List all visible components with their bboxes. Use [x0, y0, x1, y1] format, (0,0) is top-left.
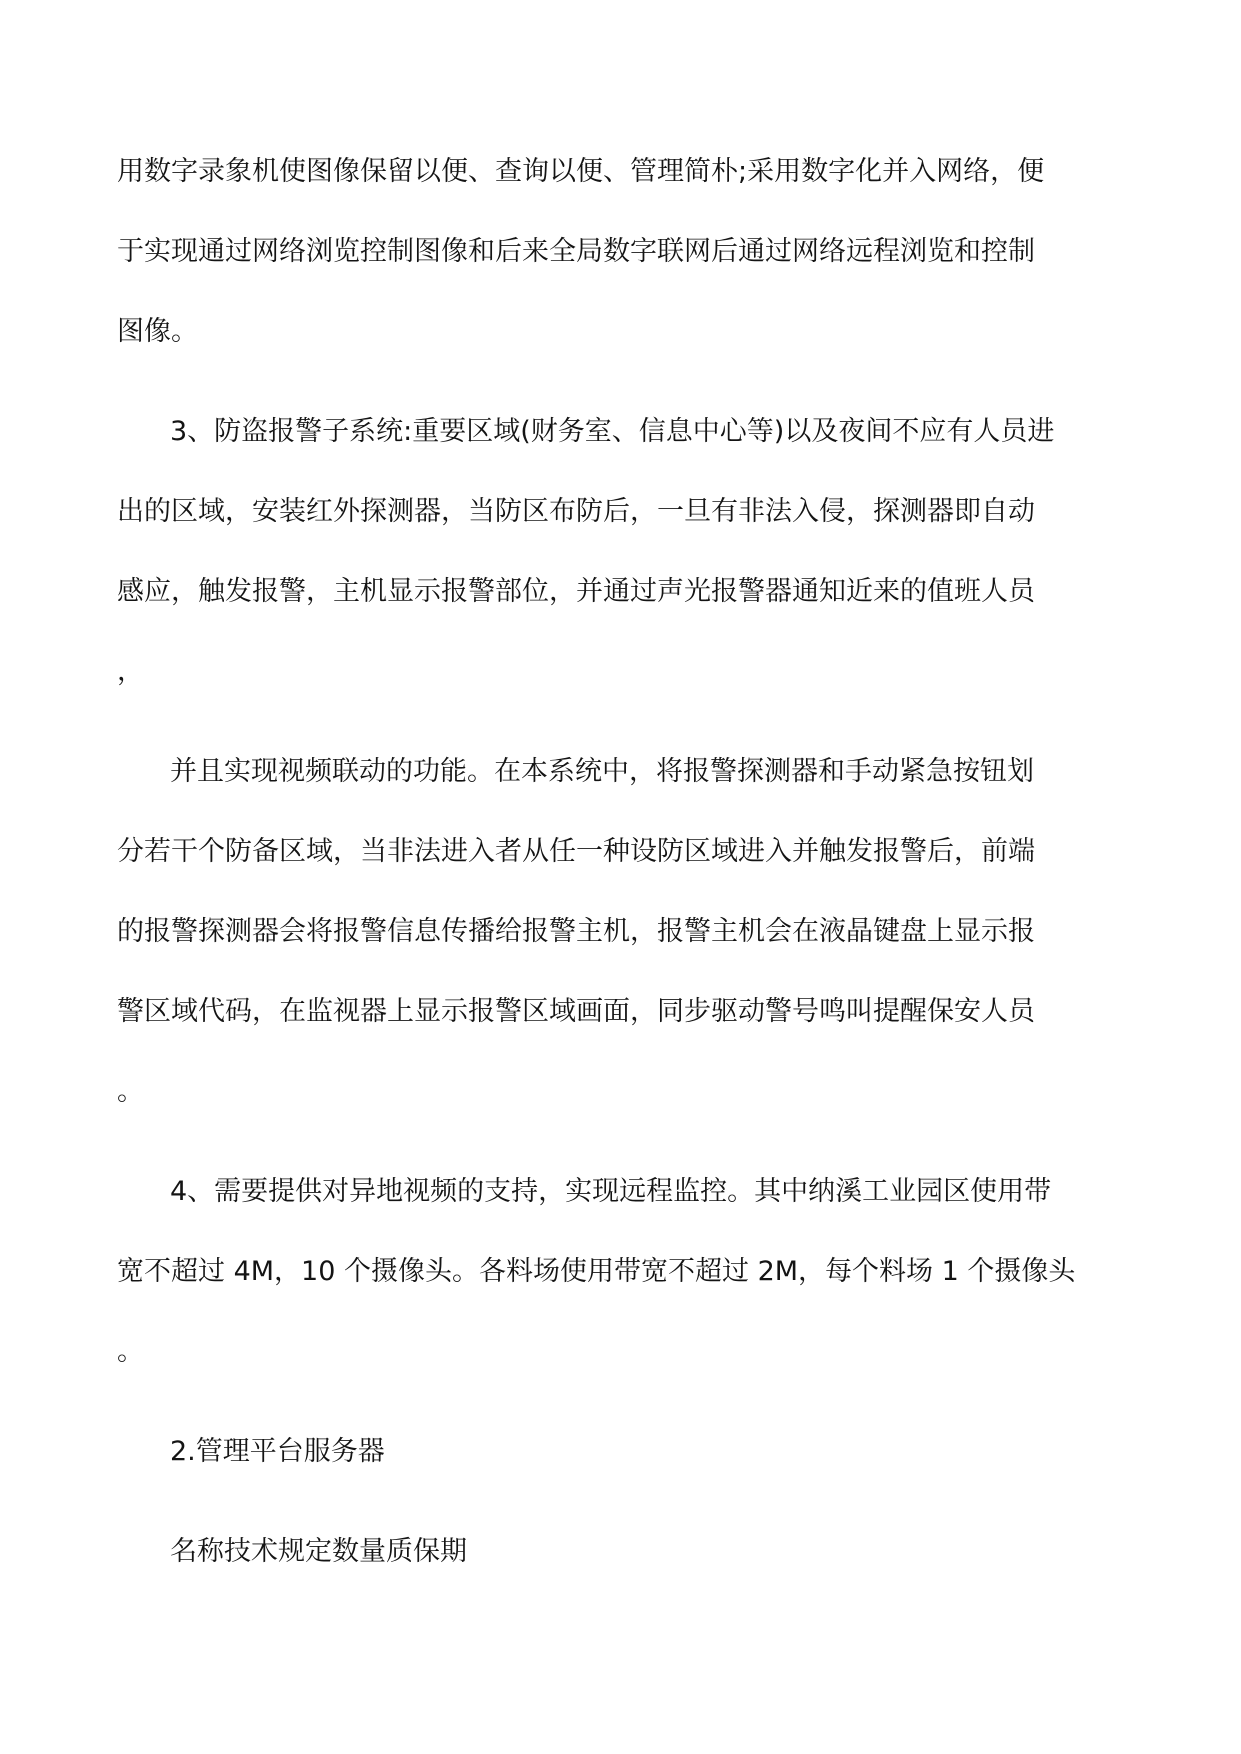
- text-line: 分若干个防备区域，当非法进入者从任一种设防区域进入并触发报警后，前端: [117, 836, 1035, 867]
- text-line: 图像。: [117, 316, 198, 347]
- text-line: 于实现通过网络浏览控制图像和后来全局数字联网后通过网络远程浏览和控制: [117, 236, 1035, 267]
- text-line: 3、防盗报警子系统:重要区域(财务室、信息中心等)以及夜间不应有人员进: [170, 416, 1055, 447]
- text-line: 。: [117, 1336, 144, 1367]
- text-line: 用数字录象机使图像保留以便、查询以便、管理简朴;采用数字化并入网络，便: [117, 156, 1045, 187]
- text-line: ，: [117, 656, 144, 687]
- text-line: 并且实现视频联动的功能。在本系统中，将报警探测器和手动紧急按钮划: [170, 756, 1034, 787]
- text-line: 4、需要提供对异地视频的支持，实现远程监控。其中纳溪工业园区使用带: [170, 1176, 1052, 1207]
- text-line: 。: [117, 1076, 144, 1107]
- text-line: 的报警探测器会将报警信息传播给报警主机，报警主机会在液晶键盘上显示报: [117, 916, 1035, 947]
- text-line: 宽不超过 4M，10 个摄像头。各料场使用带宽不超过 2M，每个料场 1 个摄像头: [117, 1256, 1076, 1287]
- table-header-text: 名称技术规定数量质保期: [170, 1536, 467, 1567]
- section-heading: 2.管理平台服务器: [170, 1436, 385, 1467]
- text-line: 感应，触发报警，主机显示报警部位，并通过声光报警器通知近来的值班人员: [117, 576, 1035, 607]
- text-line: 出的区域，安装红外探测器，当防区布防后，一旦有非法入侵，探测器即自动: [117, 496, 1035, 527]
- text-line: 警区域代码，在监视器上显示报警区域画面，同步驱动警号鸣叫提醒保安人员: [117, 996, 1035, 1027]
